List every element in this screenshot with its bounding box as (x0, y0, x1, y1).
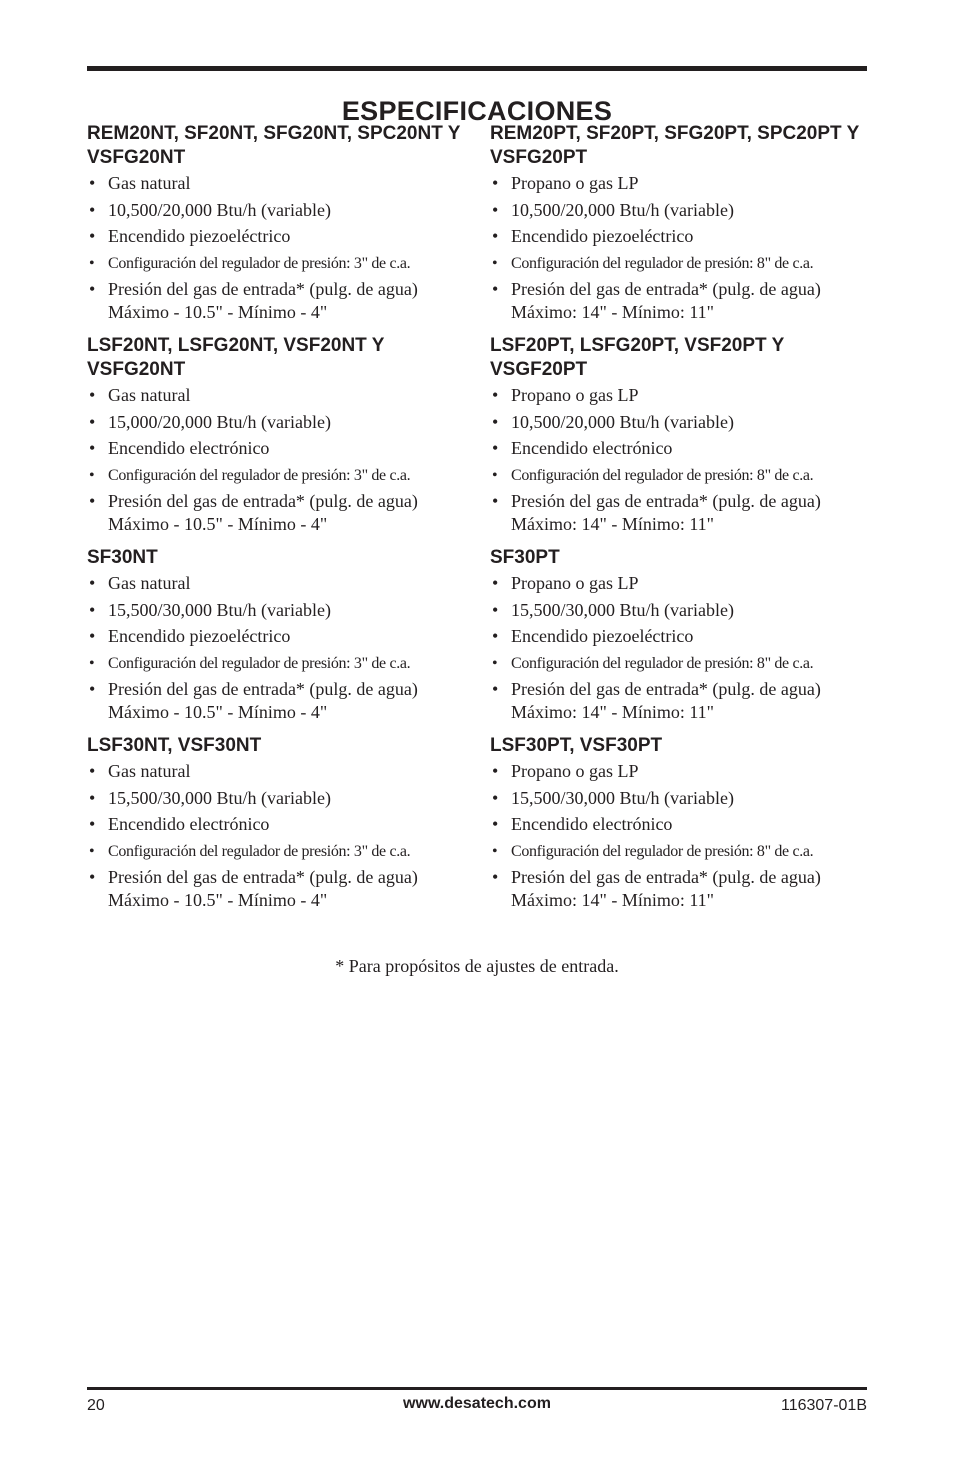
spec-item: • Configuración del regulador de presión: 8" de c.a. (490, 252, 875, 275)
spec-item: • Gas natural (87, 572, 472, 595)
spec-list (87, 572, 472, 724)
section-heading: REM20NT, SF20NT, SFG20NT, SPC20NT Y VSFG20NT (87, 123, 461, 168)
spec-item: • Configuración del regulador de presión: 8" de c.a. (490, 652, 875, 675)
spec-item: • Presión del gas de entrada* (pulg. de agua) Máximo - 10.5" - Mínimo - 4" (87, 278, 472, 324)
spec-list (87, 384, 472, 536)
spec-item: • Gas natural (87, 384, 472, 407)
spec-item: • Presión del gas de entrada* (pulg. de agua) Máximo: 14" - Mínimo: 11" (490, 278, 875, 324)
spec-item: • Propano o gas LP (490, 572, 875, 595)
bottom-rule (87, 1387, 867, 1390)
spec-item: • Presión del gas de entrada* (pulg. de agua) Máximo: 14" - Mínimo: 11" (490, 678, 875, 724)
section-heading: LSF20PT, LSFG20PT, VSF20PT Y VSGF20PT (490, 335, 784, 380)
spec-item: • Encendido electrónico (87, 813, 472, 836)
spec-item: • Gas natural (87, 760, 472, 783)
spec-item: • Presión del gas de entrada* (pulg. de agua) Máximo: 14" - Mínimo: 11" (490, 866, 875, 912)
spec-item: • Presión del gas de entrada* (pulg. de agua) Máximo - 10.5" - Mínimo - 4" (87, 866, 472, 912)
section-heading: LSF20NT, LSFG20NT, VSF20NT Y VSFG20NT (87, 335, 385, 380)
website-link[interactable]: www.desatech.com (403, 1395, 551, 1412)
spec-item: • Configuración del regulador de presión: 8" de c.a. (490, 464, 875, 487)
section-heading: LSF30NT, VSF30NT (87, 735, 262, 756)
section-heading: REM20PT, SF20PT, SFG20PT, SPC20PT Y VSFG20PT (490, 123, 859, 168)
spec-item: • Gas natural (87, 172, 472, 195)
spec-item: • Presión del gas de entrada* (pulg. de agua) Máximo - 10.5" - Mínimo - 4" (87, 678, 472, 724)
spec-item: • Configuración del regulador de presión: 3" de c.a. (87, 840, 472, 863)
spec-item: • Encendido piezoeléctrico (87, 225, 472, 248)
spec-item: • 10,500/20,000 Btu/h (variable) (490, 199, 875, 222)
spec-list (87, 760, 472, 912)
spec-section (490, 546, 875, 724)
spec-section (87, 734, 472, 912)
spec-item: • 15,500/30,000 Btu/h (variable) (87, 599, 472, 622)
spec-item: • Encendido electrónico (490, 813, 875, 836)
spec-list (490, 172, 875, 324)
spec-item: • 15,500/30,000 Btu/h (variable) (490, 599, 875, 622)
spec-section (490, 122, 875, 324)
page-number: 20 (87, 1397, 105, 1414)
spec-list (490, 760, 875, 912)
section-heading: SF30NT (87, 547, 158, 568)
spec-item: • Configuración del regulador de presión: 3" de c.a. (87, 252, 472, 275)
spec-item: • Propano o gas LP (490, 172, 875, 195)
spec-item: • Presión del gas de entrada* (pulg. de agua) Máximo - 10.5" - Mínimo - 4" (87, 490, 472, 536)
spec-item: • Configuración del regulador de presión: 3" de c.a. (87, 464, 472, 487)
spec-item: • Encendido piezoeléctrico (490, 225, 875, 248)
document-number: 116307-01B (781, 1397, 867, 1414)
spec-item: • Encendido piezoeléctrico (490, 625, 875, 648)
spec-item: • Propano o gas LP (490, 384, 875, 407)
spec-section (490, 734, 875, 912)
spec-item: • Encendido electrónico (490, 437, 875, 460)
spec-item: • 10,500/20,000 Btu/h (variable) (490, 411, 875, 434)
spec-list (490, 572, 875, 724)
spec-section (490, 334, 875, 536)
spec-list (490, 384, 875, 536)
spec-section (87, 122, 472, 324)
left-column (87, 122, 472, 922)
spec-item: • 10,500/20,000 Btu/h (variable) (87, 199, 472, 222)
right-column (490, 122, 875, 922)
footnote: * Para propósitos de ajustes de entrada. (335, 956, 619, 976)
section-heading: SF30PT (490, 547, 560, 568)
page-footer (87, 1395, 867, 1419)
section-heading: LSF30PT, VSF30PT (490, 735, 663, 756)
spec-section (87, 334, 472, 536)
spec-item: • Propano o gas LP (490, 760, 875, 783)
spec-list (87, 172, 472, 324)
spec-item: • Configuración del regulador de presión: 8" de c.a. (490, 840, 875, 863)
spec-item: • 15,500/30,000 Btu/h (variable) (87, 787, 472, 810)
spec-item: • Encendido electrónico (87, 437, 472, 460)
spec-item: • 15,000/20,000 Btu/h (variable) (87, 411, 472, 434)
top-rule (87, 66, 867, 71)
page-title: ESPECIFICACIONES (341, 96, 613, 127)
spec-item: • Encendido piezoeléctrico (87, 625, 472, 648)
spec-item: • Presión del gas de entrada* (pulg. de agua) Máximo: 14" - Mínimo: 11" (490, 490, 875, 536)
spec-item: • 15,500/30,000 Btu/h (variable) (490, 787, 875, 810)
spec-item: • Configuración del regulador de presión: 3" de c.a. (87, 652, 472, 675)
spec-section (87, 546, 472, 724)
